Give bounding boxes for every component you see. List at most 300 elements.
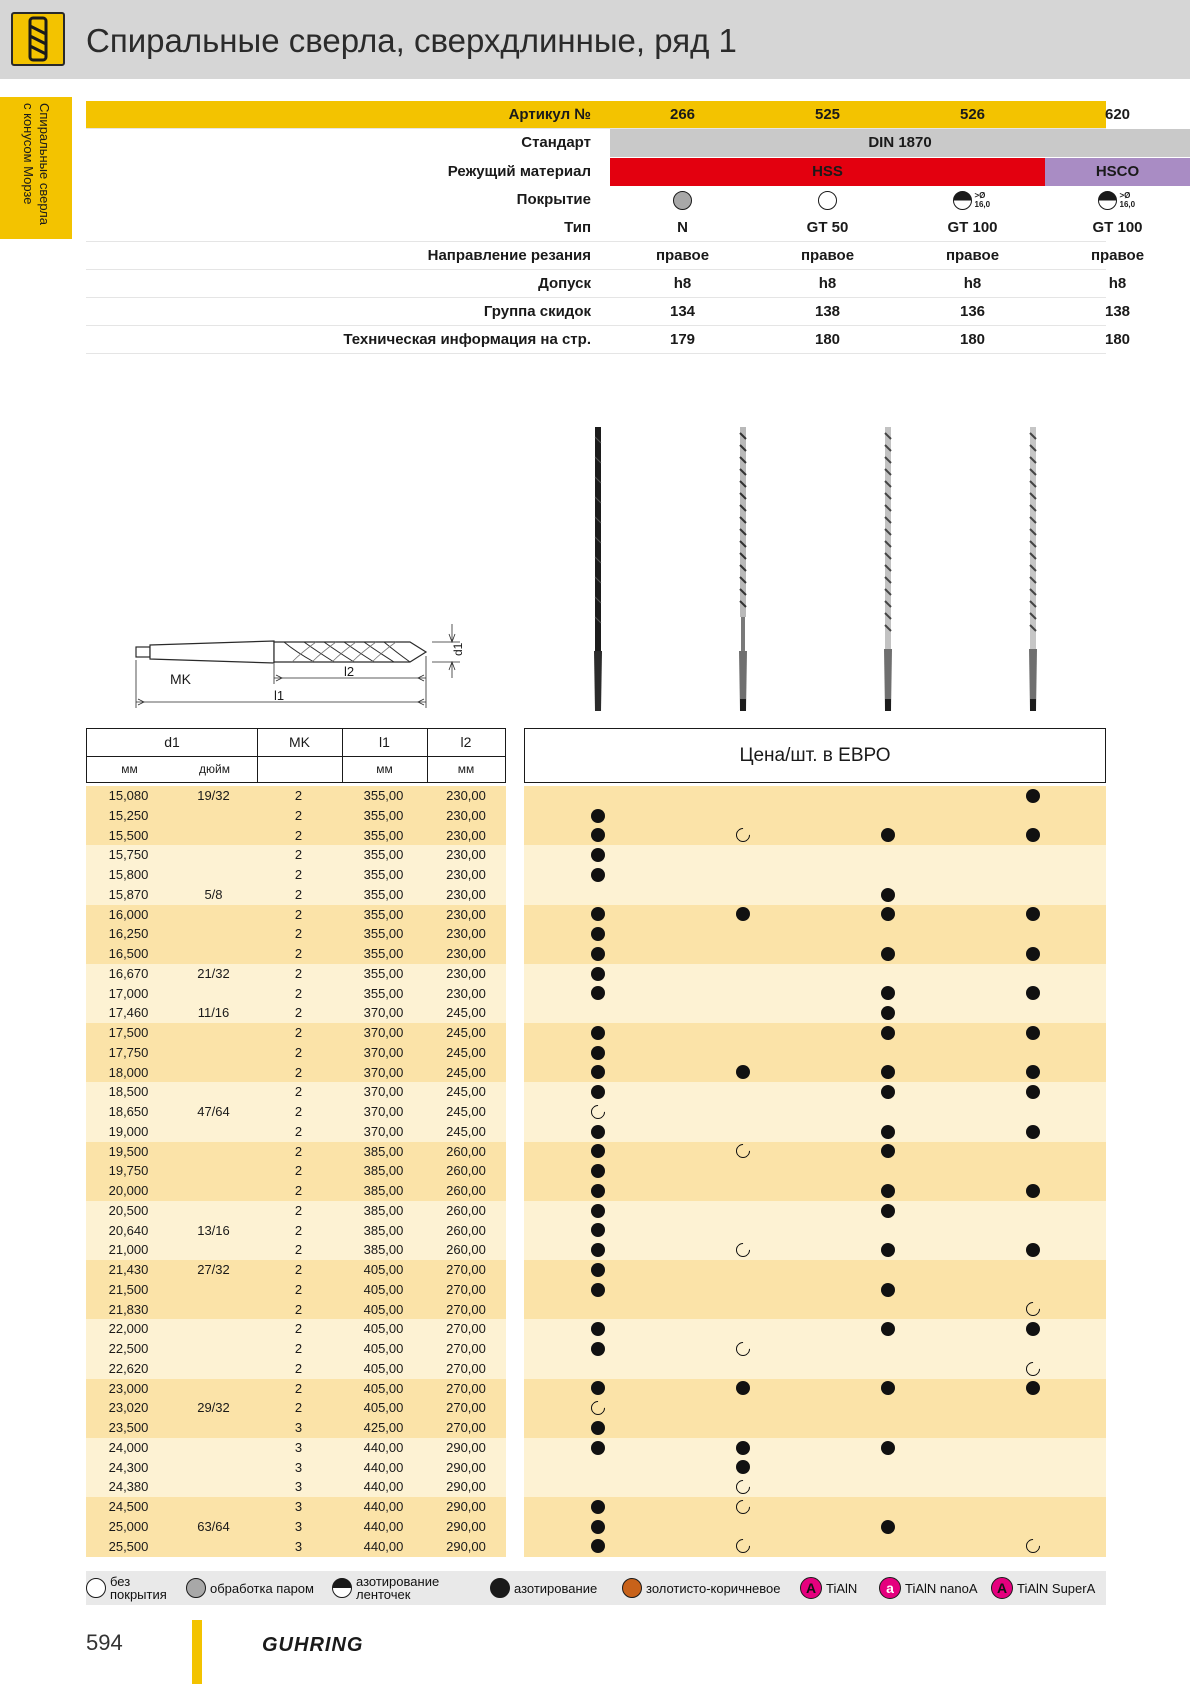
cell-l1: 440,00 (363, 1499, 404, 1514)
cell-l1: 385,00 (363, 1143, 404, 1159)
table-row (0, 1517, 1190, 1537)
unit-d1-mm: мм (121, 762, 138, 776)
cell-l2: 270,00 (446, 1262, 486, 1277)
table-row (0, 1418, 1190, 1438)
in-stock-dot[interactable] (591, 1125, 605, 1139)
unit-l2-mm: мм (457, 762, 475, 776)
table-row (0, 1359, 1190, 1379)
cell-l2: 245,00 (446, 1005, 486, 1021)
cell-l1: 385,00 (363, 1183, 404, 1198)
cell-mk: 2 (294, 1262, 303, 1277)
gold-brown-coating-icon (622, 1578, 642, 1598)
cell-d1: 19,500 (108, 1143, 149, 1159)
spec-value: 180 (1104, 331, 1131, 348)
legend-label: TiAlN SuperA (1017, 1580, 1096, 1596)
table-row (0, 1537, 1190, 1557)
col-header-l1: l1 (379, 734, 390, 750)
spec-value: 620 (1104, 106, 1131, 123)
spec-value: N (677, 219, 688, 236)
cell-l2: 245,00 (446, 1123, 486, 1139)
cell-d1: 23,020 (108, 1400, 149, 1416)
table-row (0, 984, 1190, 1004)
legend-label: без покрытия (110, 1574, 167, 1602)
in-stock-dot[interactable] (736, 1441, 750, 1455)
cell-l2: 260,00 (446, 1183, 486, 1198)
spec-value: 525 (814, 106, 841, 123)
spec-value: GT 100 (947, 219, 998, 236)
dimensions-table-header (86, 728, 506, 783)
in-stock-dot[interactable] (881, 1026, 895, 1040)
in-stock-dot[interactable] (591, 1184, 605, 1198)
in-stock-dot[interactable] (591, 1046, 605, 1060)
cell-mk: 3 (294, 1479, 303, 1495)
cell-l1: 355,00 (363, 867, 404, 882)
cell-l1: 370,00 (363, 1084, 404, 1100)
cell-l2: 260,00 (446, 1202, 486, 1218)
cell-l2: 230,00 (446, 946, 486, 961)
cell-d1: 15,800 (108, 867, 149, 882)
cell-mk: 2 (294, 1163, 303, 1179)
cell-inch (171, 1379, 256, 1399)
steam-coating-icon (186, 1578, 206, 1598)
cell-l1: 440,00 (363, 1459, 404, 1475)
cell-mk: 2 (294, 1222, 303, 1238)
cell-l1: 355,00 (363, 965, 404, 981)
cell-inch: 63/64 (197, 1518, 230, 1534)
cell-mk: 2 (294, 1084, 303, 1100)
in-stock-dot[interactable] (591, 1263, 605, 1277)
cell-mk: 3 (294, 1499, 303, 1514)
cell-mk: 2 (294, 847, 303, 863)
spec-value: 138 (814, 303, 841, 320)
cell-d1: 25,500 (108, 1538, 149, 1554)
cell-inch (171, 1280, 256, 1300)
cell-inch: 11/16 (197, 1005, 230, 1021)
cell-mk: 2 (294, 1143, 303, 1159)
cell-l1: 405,00 (363, 1301, 404, 1317)
cell-inch (171, 1300, 256, 1320)
cell-mk: 2 (294, 1005, 303, 1021)
nitride-strip-coating-icon (1098, 191, 1117, 210)
coating-cell (610, 186, 755, 214)
cell-l2: 270,00 (446, 1360, 486, 1376)
cell-l2: 245,00 (446, 1025, 486, 1040)
steam-coating-icon (673, 191, 692, 210)
cell-inch: 29/32 (197, 1400, 230, 1416)
cell-d1: 20,500 (108, 1202, 149, 1218)
spec-value: h8 (963, 275, 982, 292)
table-row (0, 845, 1190, 865)
spec-value: 179 (669, 331, 696, 348)
cell-l1: 440,00 (363, 1538, 404, 1554)
legend-item (622, 1571, 780, 1605)
cell-inch (171, 1438, 256, 1458)
spec-row (86, 326, 1131, 354)
cell-l2: 245,00 (446, 1044, 486, 1060)
brand-logo: GUHRING (262, 1634, 364, 1656)
in-stock-dot[interactable] (591, 1441, 605, 1455)
cell-l2: 260,00 (446, 1163, 486, 1179)
cell-l1: 440,00 (363, 1518, 404, 1534)
table-row (0, 1379, 1190, 1399)
category-side-tab[interactable] (0, 97, 72, 239)
cell-mk: 3 (294, 1420, 303, 1435)
in-stock-dot[interactable] (591, 1500, 605, 1514)
cell-inch (171, 1043, 256, 1063)
cell-inch: 47/64 (197, 1104, 230, 1119)
cell-inch (171, 1339, 256, 1359)
cell-inch (171, 944, 256, 964)
cell-d1: 19,750 (108, 1163, 149, 1179)
cell-d1: 22,000 (108, 1321, 149, 1337)
in-stock-dot[interactable] (591, 868, 605, 882)
cell-l2: 230,00 (446, 867, 486, 882)
in-stock-dot[interactable] (1026, 947, 1040, 961)
legend-letter: a (886, 1580, 894, 1596)
in-stock-dot[interactable] (591, 1342, 605, 1356)
cell-mk: 2 (294, 1281, 303, 1297)
cell-d1: 20,000 (108, 1183, 149, 1198)
in-stock-dot[interactable] (881, 1283, 895, 1297)
cell-l2: 230,00 (446, 847, 486, 863)
table-row (0, 1102, 1190, 1122)
cell-d1: 21,430 (108, 1262, 149, 1277)
cell-mk: 2 (294, 886, 303, 902)
cell-inch (171, 826, 256, 846)
coating-cell (900, 186, 1045, 214)
cell-inch (171, 924, 256, 944)
cell-d1: 18,500 (108, 1084, 149, 1100)
in-stock-dot[interactable] (591, 1026, 605, 1040)
coating-diameter-note: >Ø 16,0 (974, 191, 991, 209)
table-row (0, 885, 1190, 905)
cell-inch (171, 1458, 256, 1478)
table-row (0, 1497, 1190, 1517)
table-row (0, 944, 1190, 964)
in-stock-dot[interactable] (591, 947, 605, 961)
spec-row (86, 270, 1127, 298)
in-stock-dot[interactable] (1026, 789, 1040, 803)
cell-l1: 355,00 (363, 847, 404, 863)
cell-l2: 230,00 (446, 886, 486, 902)
legend-item (991, 1571, 1095, 1605)
in-stock-dot[interactable] (881, 1441, 895, 1455)
cell-d1: 16,250 (108, 926, 149, 942)
legend-label: TiAlN nanoA (905, 1580, 978, 1596)
table-row (0, 1142, 1190, 1162)
cell-mk: 2 (294, 1025, 303, 1040)
legend-label: азотирование (514, 1580, 598, 1596)
in-stock-dot[interactable] (881, 1125, 895, 1139)
tialn-coating-icon (800, 1577, 822, 1599)
cell-l1: 370,00 (363, 1025, 404, 1040)
cell-l2: 290,00 (446, 1499, 486, 1514)
cell-inch: 13/16 (197, 1222, 230, 1238)
tialn-nano-coating-icon (879, 1577, 901, 1599)
spec-value: GT 100 (1092, 219, 1143, 236)
cell-mk: 3 (294, 1518, 303, 1534)
table-row (0, 924, 1190, 944)
cell-d1: 22,500 (108, 1341, 149, 1356)
spec-value: GT 50 (806, 219, 849, 236)
table-row (0, 1260, 1190, 1280)
cell-d1: 18,000 (108, 1064, 149, 1080)
cell-l2: 270,00 (446, 1380, 486, 1396)
spec-value: 134 (669, 303, 696, 320)
in-stock-dot[interactable] (1026, 1125, 1040, 1139)
table-row (0, 1221, 1190, 1241)
table-row (0, 1319, 1190, 1339)
legend-label: TiAlN (826, 1580, 858, 1596)
legend-item (86, 1571, 188, 1605)
spec-label: Техническая информация на стр. (343, 331, 591, 348)
cell-l1: 405,00 (363, 1321, 404, 1337)
table-row (0, 1339, 1190, 1359)
cell-l1: 440,00 (363, 1439, 404, 1455)
cell-l2: 230,00 (446, 788, 486, 803)
cell-mk: 2 (294, 1202, 303, 1218)
in-stock-dot[interactable] (591, 1421, 605, 1435)
cell-mk: 2 (294, 788, 303, 803)
coating-legend (86, 1571, 1106, 1605)
cell-d1: 15,080 (108, 788, 149, 803)
table-row (0, 1043, 1190, 1063)
cell-inch (171, 1023, 256, 1043)
side-tab-line-1: Спиральные сверла (37, 103, 52, 225)
in-stock-dot[interactable] (881, 1204, 895, 1218)
cell-mk: 2 (294, 1360, 303, 1376)
spec-row (86, 298, 1131, 326)
legend-letter: A (805, 1580, 817, 1596)
cell-l1: 385,00 (363, 1202, 404, 1218)
cell-l2: 270,00 (446, 1341, 486, 1356)
in-stock-dot[interactable] (881, 1520, 895, 1534)
cell-l1: 405,00 (363, 1262, 404, 1277)
coating-diameter-note: >Ø 16,0 (1119, 191, 1136, 209)
cell-l2: 230,00 (446, 985, 486, 1001)
table-row (0, 1300, 1190, 1320)
cell-mk: 2 (294, 1321, 303, 1337)
table-row (0, 1023, 1190, 1043)
cell-d1: 17,000 (108, 985, 149, 1001)
cell-l1: 355,00 (363, 807, 404, 823)
cell-mk: 2 (294, 1341, 303, 1356)
cell-d1: 20,640 (108, 1222, 149, 1238)
cell-inch (171, 865, 256, 885)
cell-l2: 245,00 (446, 1084, 486, 1100)
cell-mk: 3 (294, 1439, 303, 1455)
table-row (0, 1181, 1190, 1201)
spec-label: Покрытие (516, 191, 591, 208)
cell-inch (171, 984, 256, 1004)
cell-l1: 355,00 (363, 886, 404, 902)
spec-label: Режущий материал (447, 163, 591, 180)
cell-l1: 370,00 (363, 1044, 404, 1060)
cell-inch (171, 1418, 256, 1438)
cell-l2: 230,00 (446, 906, 486, 922)
in-stock-dot[interactable] (881, 947, 895, 961)
page-header (0, 0, 1190, 79)
diagram-label-mk: MK (170, 671, 191, 687)
in-stock-dot[interactable] (1026, 1184, 1040, 1198)
cell-l2: 230,00 (446, 926, 486, 942)
cell-l2: 245,00 (446, 1104, 486, 1119)
legend-item (332, 1571, 440, 1605)
cell-l1: 370,00 (363, 1123, 404, 1139)
cell-inch: 19/32 (197, 788, 230, 803)
cell-mk: 2 (294, 807, 303, 823)
cell-d1: 21,500 (108, 1281, 149, 1297)
spec-material-hss: HSS (610, 158, 1045, 186)
spec-value: правое (800, 247, 855, 264)
in-stock-dot[interactable] (591, 967, 605, 981)
spec-label: Артикул № (508, 106, 591, 123)
cell-inch (171, 1477, 256, 1497)
cell-l1: 355,00 (363, 946, 404, 961)
cell-inch (171, 1082, 256, 1102)
cell-inch: 5/8 (204, 886, 223, 902)
spec-value: 266 (669, 106, 696, 123)
cell-mk: 2 (294, 1064, 303, 1080)
spec-label: Допуск (538, 275, 591, 292)
cell-mk: 2 (294, 965, 303, 981)
legend-label: золотисто-коричневое (646, 1580, 781, 1596)
cell-mk: 2 (294, 985, 303, 1001)
cell-d1: 15,870 (108, 886, 149, 902)
cell-l2: 270,00 (446, 1420, 486, 1435)
drill-photo-266 (592, 427, 604, 711)
spec-value: 138 (1104, 303, 1131, 320)
cell-d1: 16,670 (108, 965, 149, 981)
cell-mk: 2 (294, 1123, 303, 1139)
cell-mk: 2 (294, 906, 303, 922)
in-stock-dot[interactable] (591, 1283, 605, 1297)
unit-mk (257, 757, 342, 782)
cell-d1: 23,000 (108, 1380, 149, 1396)
cell-d1: 16,000 (108, 906, 149, 922)
spec-row (86, 101, 1131, 129)
cell-l1: 385,00 (363, 1222, 404, 1238)
table-row (0, 1280, 1190, 1300)
footer-accent-bar (192, 1620, 202, 1684)
spec-standard-value: DIN 1870 (610, 129, 1190, 157)
in-stock-dot[interactable] (881, 888, 895, 902)
cell-mk: 2 (294, 926, 303, 942)
col-header-d1: d1 (164, 734, 180, 750)
spec-label: Группа скидок (483, 303, 591, 320)
cell-l1: 385,00 (363, 1242, 404, 1258)
drill-dimension-diagram (126, 612, 472, 716)
nitride-coating-icon (490, 1578, 510, 1598)
spec-value: 136 (959, 303, 986, 320)
cell-l1: 405,00 (363, 1380, 404, 1396)
cell-l2: 260,00 (446, 1242, 486, 1258)
cell-l2: 260,00 (446, 1222, 486, 1238)
cell-l1: 355,00 (363, 906, 404, 922)
cell-d1: 17,460 (108, 1005, 149, 1021)
legend-item (490, 1571, 597, 1605)
cell-l2: 290,00 (446, 1459, 486, 1475)
in-stock-dot[interactable] (881, 1184, 895, 1198)
spec-value: h8 (1108, 275, 1127, 292)
cell-mk: 3 (294, 1459, 303, 1475)
nitride-strip-coating-icon (332, 1578, 352, 1598)
table-row (0, 1161, 1190, 1181)
coating-cell (755, 186, 900, 214)
cell-l2: 230,00 (446, 807, 486, 823)
spec-value: h8 (673, 275, 692, 292)
spec-value: правое (1090, 247, 1145, 264)
table-row (0, 1003, 1190, 1023)
cell-mk: 2 (294, 827, 303, 843)
table-row (0, 806, 1190, 826)
spec-value: 180 (959, 331, 986, 348)
side-tab-line-2: с конусом Морзе (21, 103, 36, 205)
spec-value: 526 (959, 106, 986, 123)
cell-l1: 370,00 (363, 1064, 404, 1080)
cell-mk: 2 (294, 1380, 303, 1396)
in-stock-dot[interactable] (591, 1204, 605, 1218)
legend-item (800, 1571, 857, 1605)
cell-l1: 355,00 (363, 827, 404, 843)
cell-d1: 15,500 (108, 827, 149, 843)
table-row (0, 786, 1190, 806)
cell-inch (171, 905, 256, 925)
cell-inch (171, 1063, 256, 1083)
spec-row (86, 129, 1106, 157)
cell-inch (171, 806, 256, 826)
cell-l2: 270,00 (446, 1281, 486, 1297)
table-row (0, 1082, 1190, 1102)
cell-mk: 2 (294, 946, 303, 961)
cell-l1: 440,00 (363, 1479, 404, 1495)
cell-d1: 17,500 (108, 1025, 149, 1040)
cell-l2: 270,00 (446, 1321, 486, 1337)
table-row (0, 964, 1190, 984)
cell-l1: 355,00 (363, 926, 404, 942)
price-header-label: Цена/шт. в ЕВРО (739, 745, 891, 766)
cell-mk: 2 (294, 1301, 303, 1317)
cell-l2: 260,00 (446, 1143, 486, 1159)
cell-inch: 27/32 (197, 1262, 230, 1277)
in-stock-dot[interactable] (591, 809, 605, 823)
cell-inch (171, 845, 256, 865)
price-header (524, 728, 1106, 783)
diagram-label-d1: d1 (451, 642, 465, 656)
spec-value: правое (655, 247, 710, 264)
cell-d1: 24,380 (108, 1479, 149, 1495)
cell-d1: 24,500 (108, 1499, 149, 1514)
tialn-super-coating-icon (991, 1577, 1013, 1599)
cell-d1: 23,500 (108, 1420, 149, 1435)
in-stock-dot[interactable] (591, 1520, 605, 1534)
drill-photo-620 (1027, 427, 1039, 711)
col-header-mk: MK (289, 734, 310, 750)
in-stock-dot[interactable] (1026, 1026, 1040, 1040)
cell-inch (171, 1240, 256, 1260)
spec-material-hsco: HSCO (1045, 158, 1190, 186)
cell-d1: 18,650 (108, 1104, 149, 1119)
cell-l2: 245,00 (446, 1064, 486, 1080)
cell-d1: 15,250 (108, 807, 149, 823)
legend-letter: A (996, 1580, 1008, 1596)
legend-item (879, 1571, 978, 1605)
table-row (0, 1458, 1190, 1478)
table-row (0, 905, 1190, 925)
coating-cell (1045, 186, 1190, 214)
cell-mk: 2 (294, 1104, 303, 1119)
page-title: Спиральные сверла, сверхдлинные, ряд 1 (86, 22, 737, 59)
